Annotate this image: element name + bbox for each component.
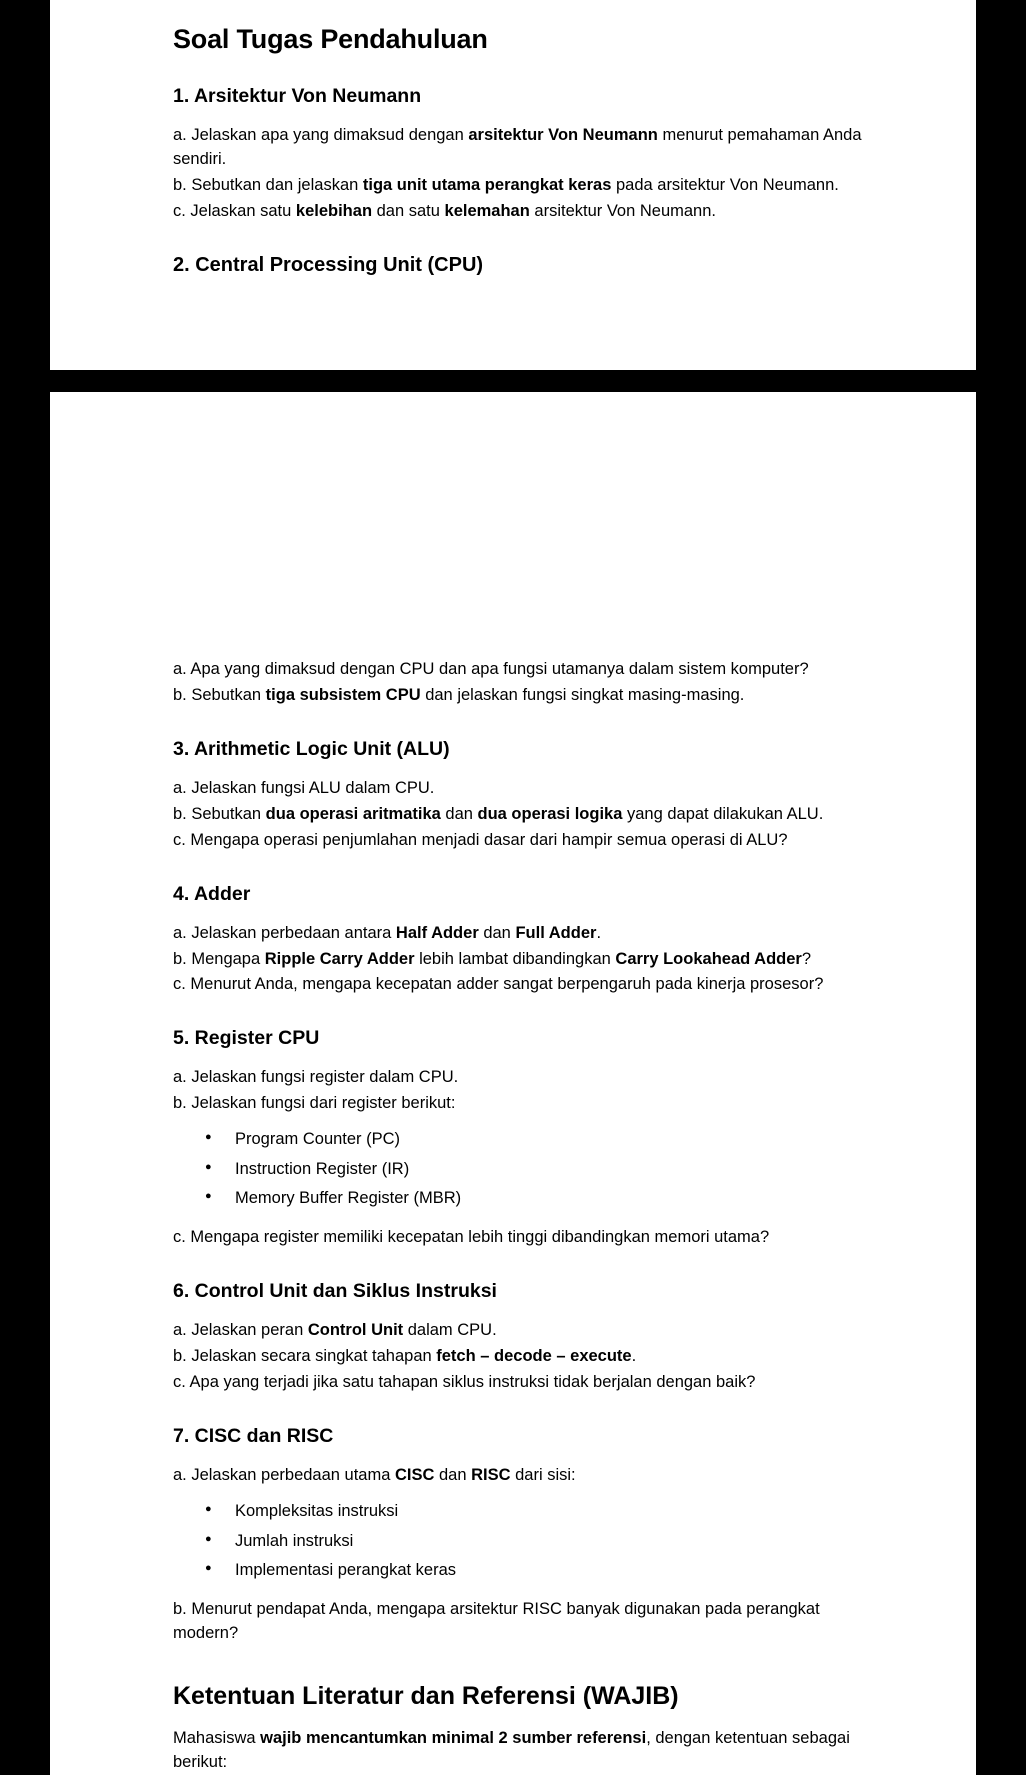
section-7-item-b: b. Menurut pendapat Anda, mengapa arsitektur RISC banyak digunakan pada perangkat modern?	[173, 1600, 820, 1643]
section-5-item-c: c. Mengapa register memiliki kecepatan lebih tinggi dibandingkan memori utama?	[173, 1228, 770, 1247]
page-separator	[0, 370, 1026, 392]
section-6-item-c: c. Apa yang terjadi jika satu tahapan siklus instruksi tidak berjalan dengan baik?	[173, 1373, 756, 1392]
section-heading-7: 7. CISC dan RISC	[173, 1425, 334, 1448]
list-item: ● Implementasi perangkat keras	[205, 1559, 876, 1582]
section-heading-4: 4. Adder	[173, 882, 251, 905]
section-1-item-a: a. Jelaskan apa yang dimaksud dengan arsitektur Von Neumann menurut pemahaman Anda sendiri.	[173, 126, 862, 168]
section-heading-1: 1. Arsitektur Von Neumann	[173, 85, 422, 107]
section-2-item-a: a. Apa yang dimaksud dengan CPU dan apa fungsi utamanya dalam sistem komputer?	[173, 660, 809, 678]
section-heading-3: 3. Arithmetic Logic Unit (ALU)	[173, 737, 450, 760]
section-heading-6: 6. Control Unit dan Siklus Instruksi	[173, 1280, 497, 1303]
section-5-item-b: b. Jelaskan fungsi dari register berikut:	[173, 1094, 456, 1113]
section-4-item-b: b. Mengapa Ripple Carry Adder lebih lambat dibandingkan Carry Lookahead Adder?	[173, 949, 812, 968]
section-7-item-a: a. Jelaskan perbedaan utama CISC dan RISC dari sisi:	[173, 1466, 576, 1485]
section-1-item-b: b. Sebutkan dan jelaskan tiga unit utama perangkat keras pada arsitektur Von Neumann.	[173, 175, 839, 194]
section-3-item-b: b. Sebutkan dua operasi aritmatika dan dua operasi logika yang dapat dilakukan ALU.	[173, 804, 824, 823]
section-5-item-a: a. Jelaskan fungsi register dalam CPU.	[173, 1068, 459, 1087]
page-top-margin	[173, 392, 876, 642]
section-4-item-c: c. Menurut Anda, mengapa kecepatan adder sangat berpengaruh pada kinerja prosesor?	[173, 975, 824, 994]
section-6-item-b: b. Jelaskan secara singkat tahapan fetch – decode – execute.	[173, 1347, 637, 1366]
section-7-bullet-list	[173, 1500, 876, 1582]
section-heading-5: 5. Register CPU	[173, 1027, 320, 1050]
section-2-item-b: b. Sebutkan tiga subsistem CPU dan jelaskan fungsi singkat masing-masing.	[173, 685, 745, 704]
section-1-item-c: c. Jelaskan satu kelebihan dan satu kelemahan arsitektur Von Neumann.	[173, 201, 716, 220]
list-item: ● Memory Buffer Register (MBR)	[205, 1187, 876, 1210]
section-6-item-a: a. Jelaskan peran Control Unit dalam CPU.	[173, 1321, 497, 1340]
page-title: Soal Tugas Pendahuluan	[173, 24, 488, 54]
document-page-1	[50, 0, 976, 370]
section-heading-2: 2. Central Processing Unit (CPU)	[173, 253, 484, 276]
page-1-content	[50, 24, 976, 277]
document-page-2	[50, 392, 976, 1775]
list-item: ● Kompleksitas instruksi	[205, 1500, 876, 1523]
literature-heading: Ketentuan Literatur dan Referensi (WAJIB)	[173, 1682, 679, 1711]
list-item: ● Instruction Register (IR)	[205, 1158, 876, 1181]
list-item: ● Program Counter (PC)	[205, 1128, 876, 1151]
section-3-item-c: c. Mengapa operasi penjumlahan menjadi dasar dari hampir semua operasi di ALU?	[173, 830, 788, 849]
list-item: ● Jumlah instruksi	[205, 1530, 876, 1553]
literature-intro: Mahasiswa wajib mencantumkan minimal 2 sumber referensi, dengan ketentuan sebagai berikut:	[173, 1729, 850, 1772]
section-4-item-a: a. Jelaskan perbedaan antara Half Adder dan Full Adder.	[173, 923, 602, 942]
page-2-content	[50, 392, 976, 1775]
section-5-bullet-list	[173, 1128, 876, 1210]
section-3-item-a: a. Jelaskan fungsi ALU dalam CPU.	[173, 778, 435, 797]
